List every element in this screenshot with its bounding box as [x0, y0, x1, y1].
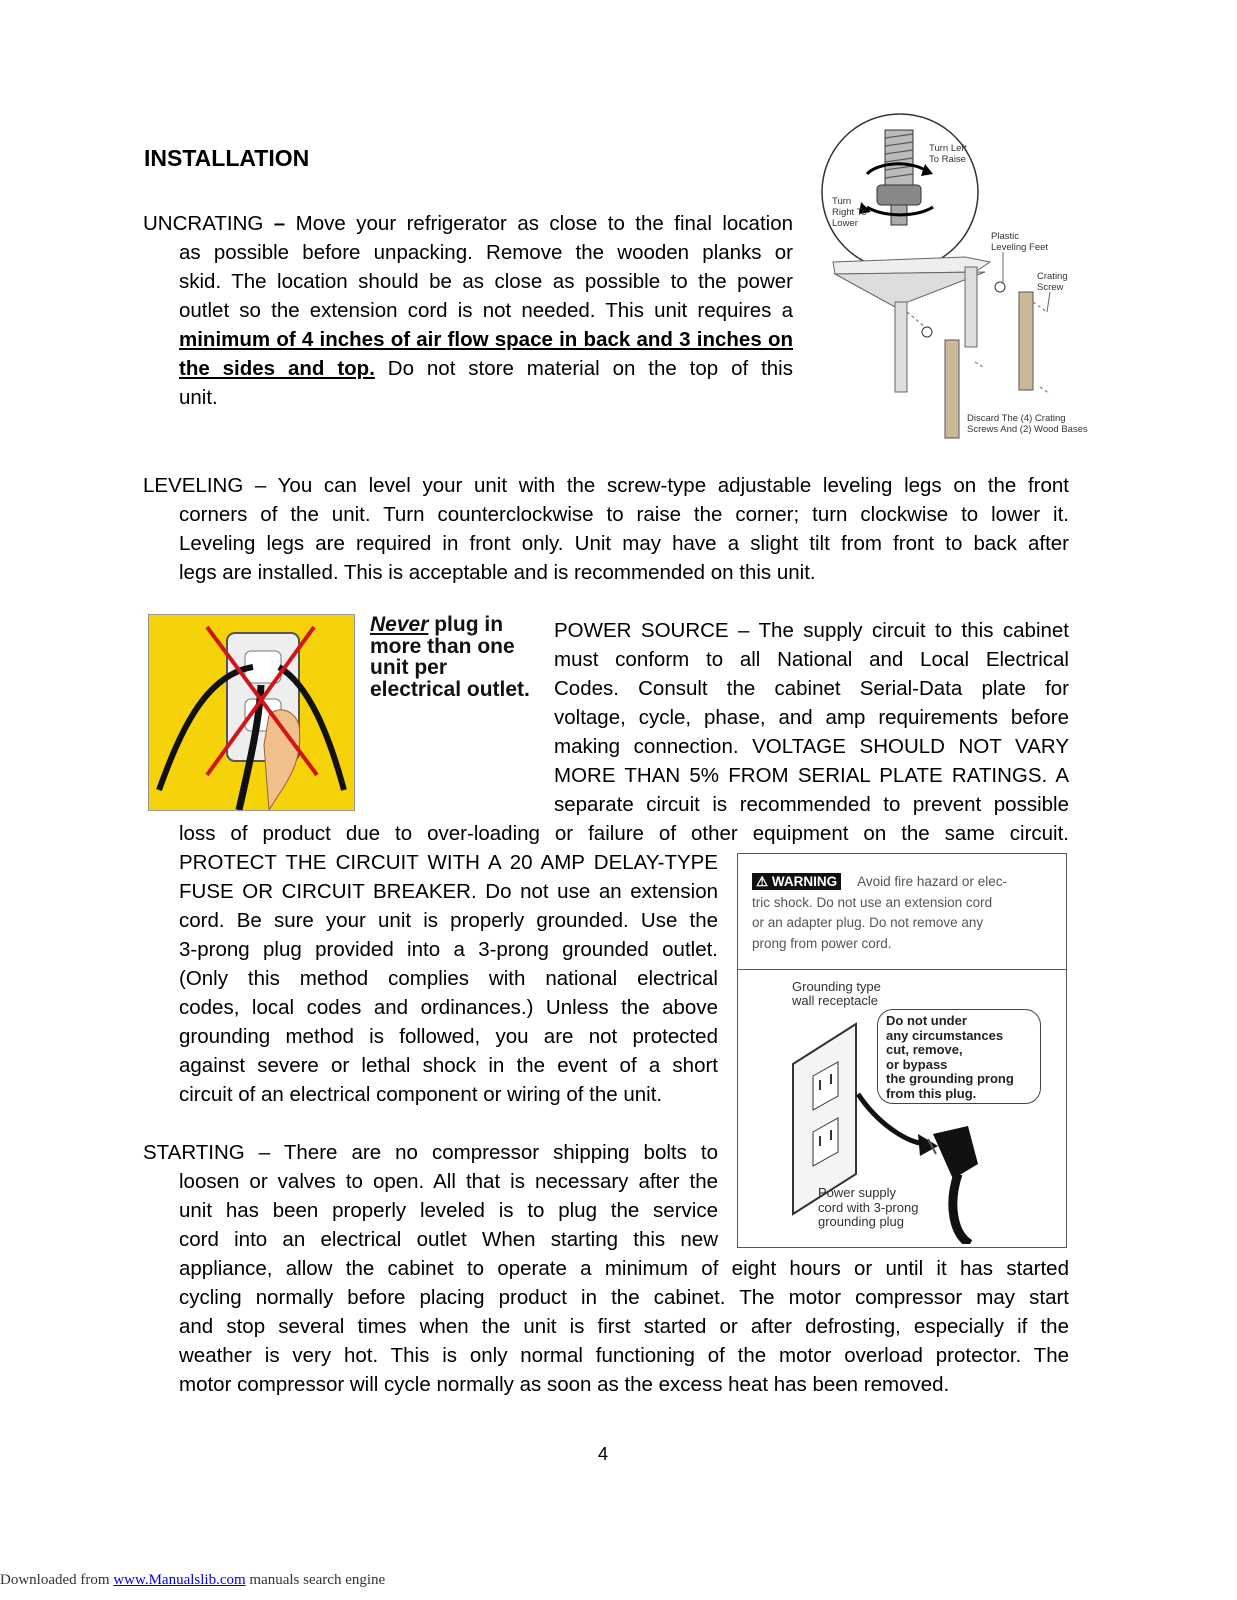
- starting-line-3: cord into an electrical outlet When starting this new: [179, 1228, 718, 1251]
- starting-line-7: weather is very hot. This is only normal functioning of the motor overload protector. The: [179, 1344, 1069, 1367]
- airflow-requirement-line-1: minimum of 4 inches of air flow space in back and 3 inches on: [179, 328, 793, 351]
- power-line-5: MORE THAN 5% FROM SERIAL PLATE RATINGS. A: [554, 764, 1069, 787]
- uncrating-line-2: skid. The location should be as close as possible to the power: [179, 270, 793, 293]
- uncrating-line-1: as possible before unpacking. Remove the wooden planks or: [179, 241, 793, 264]
- grounding-warning-box: [737, 853, 1067, 1248]
- power-cord-label: Power supply cord with 3-prong grounding plug: [818, 1185, 919, 1229]
- starting-line-8: motor compressor will cycle normally as soon as the excess heat has been removed.: [179, 1373, 950, 1396]
- warning-text: ⚠ WARNING Avoid fire hazard or elec- tric shock. Do not use an extension cord or an adapter plug. Do not remove any prong from power cord.: [752, 872, 1058, 954]
- leveling-line-2: Leveling legs are required in front only. Unit may have a slight tilt from front to back after: [179, 532, 1069, 555]
- warning-line-2: tric shock. Do not use an extension cord: [752, 894, 993, 910]
- power-line-0: POWER SOURCE – The supply circuit to this cabinet: [554, 619, 1069, 642]
- starting-line-2: unit has been properly leveled is to plug the service: [179, 1199, 718, 1222]
- power-line-7: loss of product due to over-loading or failure of other equipment on the same circuit.: [179, 822, 1069, 845]
- power-line-2: Codes. Consult the cabinet Serial-Data plate for: [554, 677, 1069, 700]
- turn-right-label: Turn Right To Lower: [832, 196, 867, 229]
- footer-suffix: manuals search engine: [245, 1572, 386, 1588]
- warning-badge: ⚠ WARNING: [752, 873, 841, 890]
- starting-line-0: STARTING – There are no compressor shipping bolts to: [143, 1141, 718, 1164]
- grounding-receptacle-label: Grounding type wall receptacle: [792, 979, 881, 1008]
- section-title: INSTALLATION: [144, 145, 310, 171]
- starting-line-1: loosen or valves to open. All that is necessary after the: [179, 1170, 718, 1193]
- uncrating-line-0: UNCRATING – Move your refrigerator as close to the final location: [143, 212, 793, 235]
- power-line-13: codes, local codes and ordinances.) Unless the above: [179, 996, 718, 1019]
- starting-line-6: and stop several times when the unit is first started or after defrosting, especially if the: [179, 1315, 1069, 1338]
- outlet-overload-illustration: [148, 614, 355, 811]
- power-line-9: FUSE OR CIRCUIT BREAKER. Do not use an extension: [179, 880, 718, 903]
- leveling-line-1: corners of the unit. Turn counterclockwise to raise the corner; turn clockwise to lower it.: [179, 503, 1069, 526]
- never-plug-caption: Never plug in more than one unit per electrical outlet.: [370, 613, 530, 701]
- power-line-6: separate circuit is recommended to prevent possible: [554, 793, 1069, 816]
- warning-line-3: or an adapter plug. Do not remove any: [752, 915, 984, 930]
- warning-divider: [738, 969, 1066, 970]
- discard-label: Discard The (4) Crating Screws And (2) Wood Bases: [967, 413, 1088, 435]
- uncrating-line-5: the sides and top. Do not store material on the top of this: [179, 357, 793, 380]
- power-line-4: making connection. VOLTAGE SHOULD NOT VARY: [554, 735, 1069, 758]
- never-word: Never: [370, 613, 429, 636]
- uncrating-line-3: outlet so the extension cord is not needed. This unit requires a: [179, 299, 793, 322]
- starting-line-5: cycling normally before placing product in the cabinet. The motor compressor may start: [179, 1286, 1069, 1309]
- footer-prefix: Downloaded from: [0, 1572, 114, 1588]
- crating-screw-label: Crating Screw: [1037, 271, 1068, 293]
- leveling-feet-figure: [815, 112, 1095, 442]
- crossed-outlet-icon: [149, 615, 354, 810]
- power-line-3: voltage, cycle, phase, and amp requirements before: [554, 706, 1069, 729]
- starting-line-4: appliance, allow the cabinet to operate a minimum of eight hours or until it has started: [179, 1257, 1069, 1280]
- warning-line-4: prong from power cord.: [752, 935, 892, 951]
- turn-left-label: Turn Left To Raise: [929, 143, 967, 165]
- power-line-11: 3-prong plug provided into a 3-prong grounded outlet.: [179, 938, 718, 961]
- power-line-14: grounding method is followed, you are not protected: [179, 1025, 718, 1048]
- never-plug-line-4: electrical outlet.: [370, 677, 530, 701]
- power-line-12: (Only this method complies with national electrical: [179, 967, 718, 990]
- power-line-16: circuit of an electrical component or wiring of the unit.: [179, 1083, 663, 1106]
- download-footer: [0, 1572, 385, 1589]
- power-line-1: must conform to all National and Local Electrical: [554, 648, 1069, 671]
- uncrating-line-6: unit.: [179, 386, 218, 409]
- power-line-15: against severe or lethal shock in the event of a short: [179, 1054, 718, 1077]
- plastic-feet-label: Plastic Leveling Feet: [991, 231, 1049, 253]
- manualslib-link[interactable]: www.Manualslib.com: [113, 1572, 246, 1588]
- leveling-line-0: LEVELING – You can level your unit with the screw-type adjustable leveling legs on the front: [143, 474, 1069, 497]
- power-line-10: cord. Be sure your unit is properly grounded. Use the: [179, 909, 718, 932]
- airflow-requirement-line-2: the sides and top.: [179, 357, 375, 380]
- leveling-line-3: legs are installed. This is acceptable and is recommended on this unit.: [179, 561, 816, 584]
- never-plug-line-2: more than one: [370, 634, 515, 658]
- page-number: 4: [598, 1444, 609, 1464]
- power-line-8: PROTECT THE CIRCUIT WITH A 20 AMP DELAY-TYPE: [179, 851, 718, 874]
- never-plug-line-3: unit per: [370, 656, 447, 679]
- grounding-prong-callout-text: Do not under any circumstances cut, remove, or bypass the grounding prong from this plug.: [886, 1013, 1014, 1101]
- warning-triangle-icon: ⚠: [756, 874, 769, 889]
